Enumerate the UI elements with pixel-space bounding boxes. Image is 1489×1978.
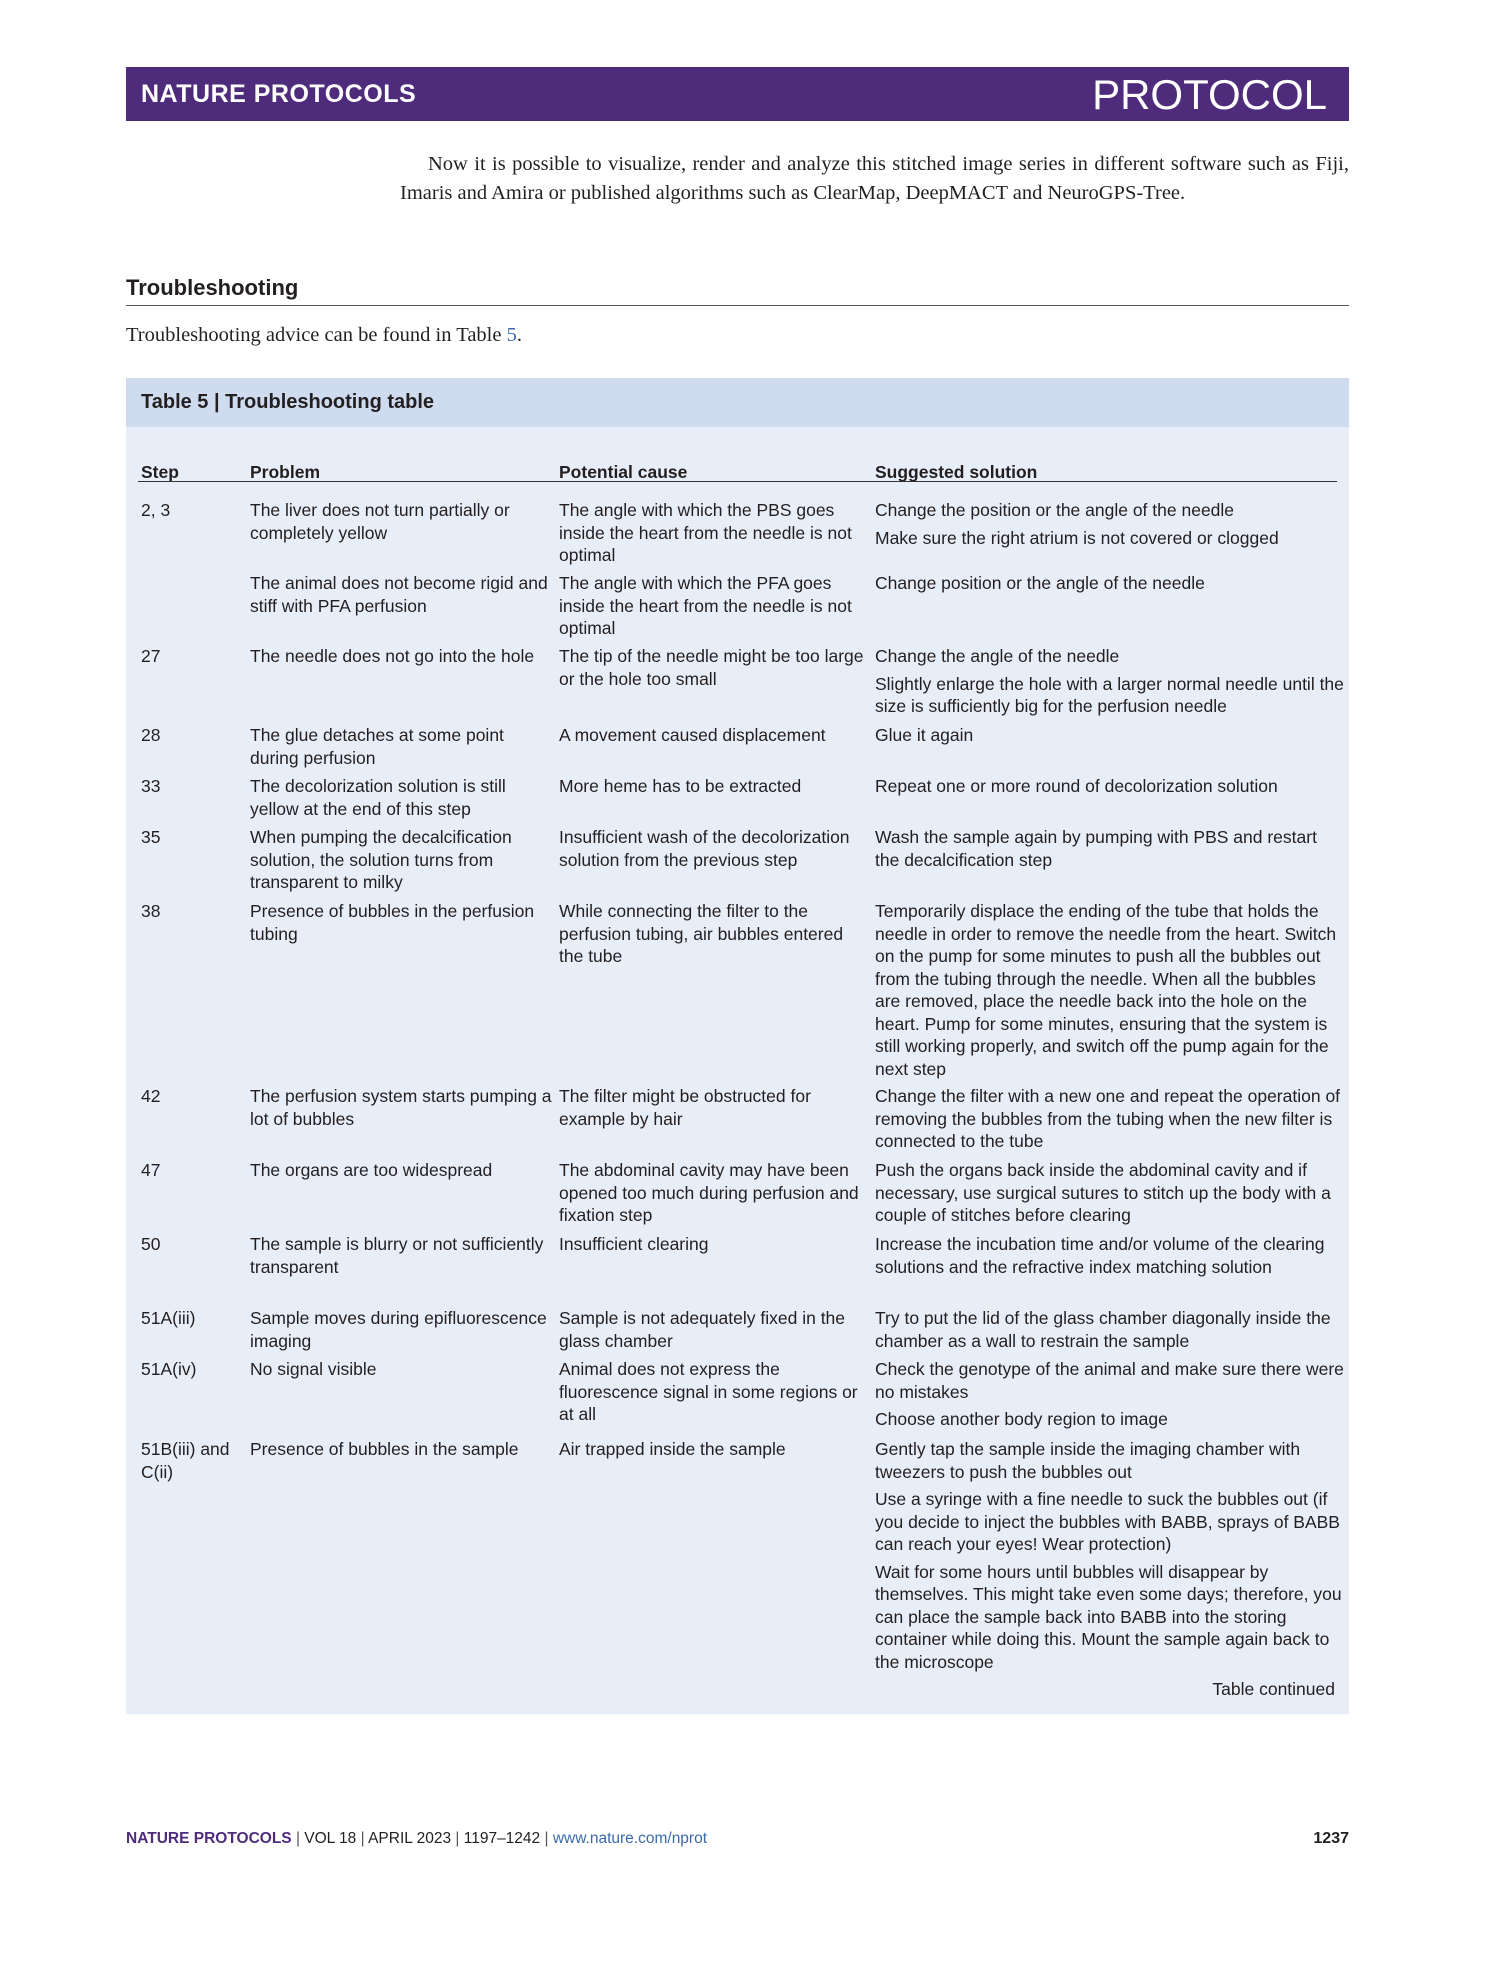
cell-cause: Insufficient wash of the decolorization solution from the previous step bbox=[559, 827, 850, 870]
cell-step: 33 bbox=[141, 776, 161, 796]
solution-line: Change the angle of the needle bbox=[875, 646, 1120, 666]
footer-date: APRIL 2023 bbox=[368, 1830, 452, 1847]
cell-problem: Presence of bubbles in the sample bbox=[250, 1439, 519, 1459]
cell-step: 38 bbox=[141, 901, 161, 921]
footer-separator: | bbox=[540, 1830, 553, 1847]
solution-line: Check the genotype of the animal and make sure there were no mistakes bbox=[875, 1359, 1344, 1402]
cell-solution bbox=[875, 499, 1345, 554]
cell-problem: Sample moves during epifluorescence imaging bbox=[250, 1308, 547, 1351]
solution-line: Wash the sample again by pumping with PBS and restart the decalcification step bbox=[875, 827, 1317, 870]
advice-paragraph bbox=[126, 320, 1349, 350]
cell-problem: The organs are too widespread bbox=[250, 1160, 493, 1180]
cell-step: 47 bbox=[141, 1160, 161, 1180]
solution-line: Make sure the right atrium is not covered or clogged bbox=[875, 527, 1279, 548]
section-heading: Troubleshooting bbox=[126, 275, 1349, 306]
cell-problem: No signal visible bbox=[250, 1359, 377, 1379]
cell-problem: The glue detaches at some point during perfusion bbox=[250, 725, 504, 768]
cell-solution bbox=[875, 572, 1345, 600]
solution-line: Try to put the lid of the glass chamber diagonally inside the chamber as a wall to restrain the sample bbox=[875, 1308, 1331, 1351]
advice-end: . bbox=[516, 324, 522, 346]
cell-step: 2, 3 bbox=[141, 500, 171, 520]
cell-step: 51A(iv) bbox=[141, 1359, 197, 1379]
solution-line: Increase the incubation time and/or volume of the clearing solutions and the refractive index matching solution bbox=[875, 1234, 1325, 1277]
cell-cause: While connecting the filter to the perfusion tubing, air bubbles entered the tube bbox=[559, 901, 844, 966]
footer-separator: | bbox=[451, 1830, 464, 1847]
cell-cause: Animal does not express the fluorescence signal in some regions or at all bbox=[559, 1359, 858, 1424]
article-type: PROTOCOL bbox=[1092, 71, 1327, 118]
column-header-solution: Suggested solution bbox=[875, 462, 1038, 482]
page-number: 1237 bbox=[1313, 1830, 1349, 1847]
cell-cause: A movement caused displacement bbox=[559, 725, 826, 745]
cell-problem: The perfusion system starts pumping a lot of bubbles bbox=[250, 1086, 552, 1129]
solution-line: Choose another body region to image bbox=[875, 1409, 1168, 1429]
cell-solution bbox=[875, 1307, 1345, 1357]
cell-problem: Presence of bubbles in the perfusion tubing bbox=[250, 901, 535, 944]
solution-line: Slightly enlarge the hole with a larger normal needle until the size is sufficiently big for the perfusion needle bbox=[875, 673, 1344, 716]
cell-step: 35 bbox=[141, 827, 161, 847]
cell-solution bbox=[875, 645, 1345, 723]
page-footer bbox=[126, 1830, 1349, 1854]
cell-problem: The needle does not go into the hole bbox=[250, 646, 535, 666]
column-header-step: Step bbox=[141, 462, 179, 482]
cell-solution bbox=[875, 1085, 1345, 1158]
solution-line: Change the position or the angle of the needle bbox=[875, 500, 1235, 520]
solution-line: Change the filter with a new one and repeat the operation of removing the bubbles from the tubing when the new filter is connected to the tube bbox=[875, 1086, 1341, 1151]
cell-cause: Sample is not adequately fixed in the glass chamber bbox=[559, 1308, 846, 1351]
cell-cause: The angle with which the PFA goes inside the heart from the needle is not optimal bbox=[559, 573, 852, 638]
solution-line: Gently tap the sample inside the imaging chamber with tweezers to push the bubbles out bbox=[875, 1439, 1301, 1482]
solution-line: Change position or the angle of the needle bbox=[875, 573, 1205, 593]
cell-solution bbox=[875, 775, 1345, 803]
advice-text: Troubleshooting advice can be found in Table bbox=[126, 324, 507, 346]
cell-cause: The tip of the needle might be too large or the hole too small bbox=[559, 646, 864, 689]
journal-banner bbox=[126, 67, 1349, 121]
footer-volume: VOL 18 bbox=[304, 1830, 357, 1847]
solution-line: Repeat one or more round of decolorization solution bbox=[875, 776, 1278, 796]
cell-solution bbox=[875, 1358, 1345, 1436]
cell-cause: The filter might be obstructed for example by hair bbox=[559, 1086, 811, 1129]
cell-step: 50 bbox=[141, 1234, 161, 1254]
cell-cause: More heme has to be extracted bbox=[559, 776, 802, 796]
table-reference-link[interactable]: 5 bbox=[506, 324, 517, 346]
table-continued-note: Table continued bbox=[1212, 1679, 1335, 1699]
footer-separator: | bbox=[291, 1830, 305, 1847]
cell-step: 27 bbox=[141, 646, 161, 666]
cell-step: 51B(iii) and C(ii) bbox=[141, 1439, 230, 1482]
cell-solution bbox=[875, 826, 1345, 876]
column-header-problem: Problem bbox=[250, 462, 321, 482]
troubleshooting-table bbox=[126, 378, 1349, 1714]
cell-solution bbox=[875, 900, 1345, 1085]
footer-url-link[interactable]: www.nature.com/nprot bbox=[552, 1830, 708, 1847]
footer-separator: | bbox=[356, 1830, 369, 1847]
cell-cause: Air trapped inside the sample bbox=[559, 1439, 786, 1459]
column-header-cause: Potential cause bbox=[559, 462, 688, 482]
cell-solution bbox=[875, 1233, 1345, 1283]
cell-problem: The liver does not turn partially or completely yellow bbox=[250, 500, 510, 543]
header-rule bbox=[138, 481, 1337, 482]
journal-name: NATURE PROTOCOLS bbox=[141, 80, 417, 108]
cell-step: 51A(iii) bbox=[141, 1308, 196, 1328]
cell-problem: The animal does not become rigid and stiff with PFA perfusion bbox=[250, 573, 548, 616]
solution-line: Use a syringe with a fine needle to suck the bubbles out (if you decide to inject the bubbles with BABB, sprays of BABB can reach your eyes! Wear protection) bbox=[875, 1489, 1340, 1554]
cell-problem: The decolorization solution is still yellow at the end of this step bbox=[250, 776, 506, 819]
solution-line: Temporarily displace the ending of the tube that holds the needle in order to remove the needle from the heart. Switch on the pump for some minutes to push all the bubbles out from the tubing through the needle. When all the bubbles are removed, place the needle back into the hole on the heart. Pump for some minutes, ensuring that the system is still working properly, and switch off the pump again for the next step bbox=[875, 901, 1337, 1079]
table-title: Table 5 | Troubleshooting table bbox=[141, 391, 435, 413]
cell-cause: The abdominal cavity may have been opened too much during perfusion and fixation step bbox=[559, 1160, 859, 1225]
solution-line: Wait for some hours until bubbles will disappear by themselves. This might take even some days; therefore, you can place the sample back into BABB into the storing container while doing this. Mount the sample again back to the microscope bbox=[875, 1561, 1342, 1672]
cell-solution bbox=[875, 1159, 1345, 1232]
cell-solution bbox=[875, 1438, 1345, 1678]
cell-step: 42 bbox=[141, 1086, 161, 1106]
solution-line: Push the organs back inside the abdominal cavity and if necessary, use surgical sutures to stitch up the body with a couple of stitches before clearing bbox=[875, 1160, 1331, 1225]
intro-paragraph: Now it is possible to visualize, render and analyze this stitched image series in different software such as Fiji, Imaris and Amira or published algorithms such as ClearMap, DeepMACT and NeuroGPS-Tree. bbox=[400, 153, 1349, 204]
cell-step: 28 bbox=[141, 725, 161, 745]
cell-problem: The sample is blurry or not sufficiently transparent bbox=[250, 1234, 544, 1277]
solution-line: Glue it again bbox=[875, 725, 974, 745]
footer-journal: NATURE PROTOCOLS bbox=[126, 1830, 292, 1847]
cell-cause: The angle with which the PBS goes inside the heart from the needle is not optimal bbox=[559, 500, 852, 565]
cell-solution bbox=[875, 724, 1345, 752]
cell-cause: Insufficient clearing bbox=[559, 1234, 709, 1254]
cell-problem: When pumping the decalcification solution, the solution turns from transparent to milky bbox=[250, 827, 512, 892]
table-title-bar bbox=[126, 378, 1349, 427]
footer-pages: 1197–1242 bbox=[463, 1830, 541, 1847]
